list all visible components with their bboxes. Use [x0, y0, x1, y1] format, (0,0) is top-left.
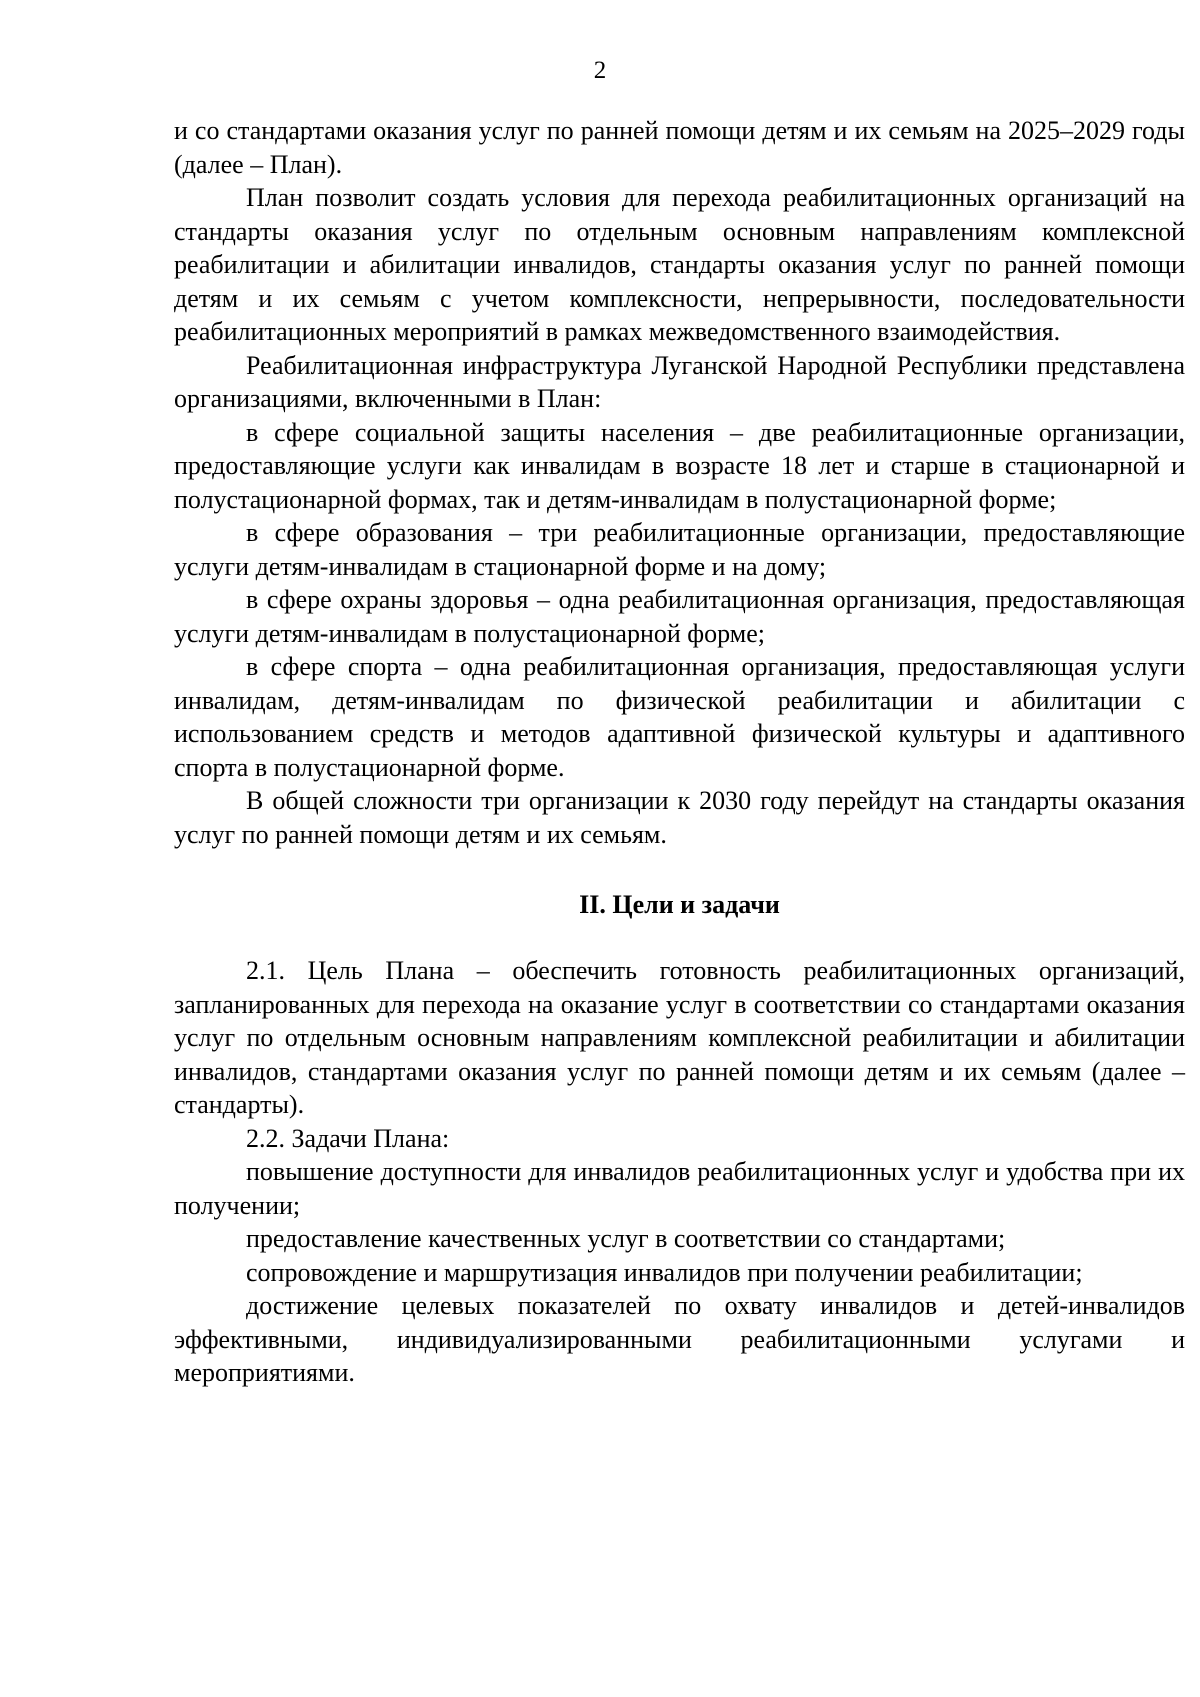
paragraph: 2.2. Задачи Плана:: [246, 1123, 450, 1153]
page-number: 2: [593, 57, 607, 84]
paragraph: Реабилитационная инфраструктура Луганской Народной Республики представлена организациями, включенными в План:: [174, 350, 1185, 413]
paragraph: повышение доступности для инвалидов реабилитационных услуг и удобства при их получении;: [174, 1157, 1185, 1220]
paragraph: предоставление качественных услуг в соответствии со стандартами;: [246, 1224, 1006, 1253]
paragraph: в сфере образования – три реабилитационные организации, предоставляющие услуги детям-инвалидам в стационарной форме и на дому;: [174, 518, 1185, 581]
paragraph: 2.1. Цель Плана – обеспечить готовность реабилитационных организаций, запланированных для перехода на оказание услуг в соответствии со стандартами оказания услуг по отдельным основным направлениям комплексной реабилитации и абилитации инвалидов, стандартами оказания услуг по ранней помощи детям и их семьям (далее – стандарты).: [174, 956, 1185, 1119]
paragraph: в сфере социальной защиты населения – две реабилитационные организации, предоставляющие услуги как инвалидам в возрасте 18 лет и старше в стационарной и полустационарной формах, так и детям-инвалидам в полустационарной форме;: [174, 417, 1185, 514]
paragraph: в сфере охраны здоровья – одна реабилитационная организация, предоставляющая услуги детям-инвалидам в полустационарной форме;: [174, 585, 1185, 648]
section-heading: II. Цели и задачи: [579, 890, 780, 919]
paragraph: В общей сложности три организации к 2030 году перейдут на стандарты оказания услуг по ранней помощи детям и их семьям.: [174, 786, 1185, 849]
paragraph: сопровождение и маршрутизация инвалидов при получении реабилитации;: [246, 1257, 1083, 1287]
document-body: [174, 114, 1185, 1390]
paragraph: и со стандартами оказания услуг по ранней помощи детям и их семьям на 2025–2029 годы (далее – План).: [174, 116, 1185, 179]
paragraph: План позволит создать условия для перехода реабилитационных организаций на стандарты оказания услуг по отдельным основным направлениям комплексной реабилитации и абилитации инвалидов, стандарты оказания услуг по ранней помощи детям и их семьям с учетом комплексности, непрерывности, последовательности реабилитационных мероприятий в рамках межведомственного взаимодействия.: [174, 183, 1185, 346]
paragraph: в сфере спорта – одна реабилитационная организация, предоставляющая услуги инвалидам, детям-инвалидам по физической реабилитации и абилитации с использованием средств и методов адаптивной физической культуры и адаптивного спорта в полустационарной форме.: [174, 652, 1185, 782]
paragraph: достижение целевых показателей по охвату инвалидов и детей-инвалидов эффективными, индивидуализированными реабилитационными услугами и мероприятиями.: [174, 1291, 1185, 1387]
